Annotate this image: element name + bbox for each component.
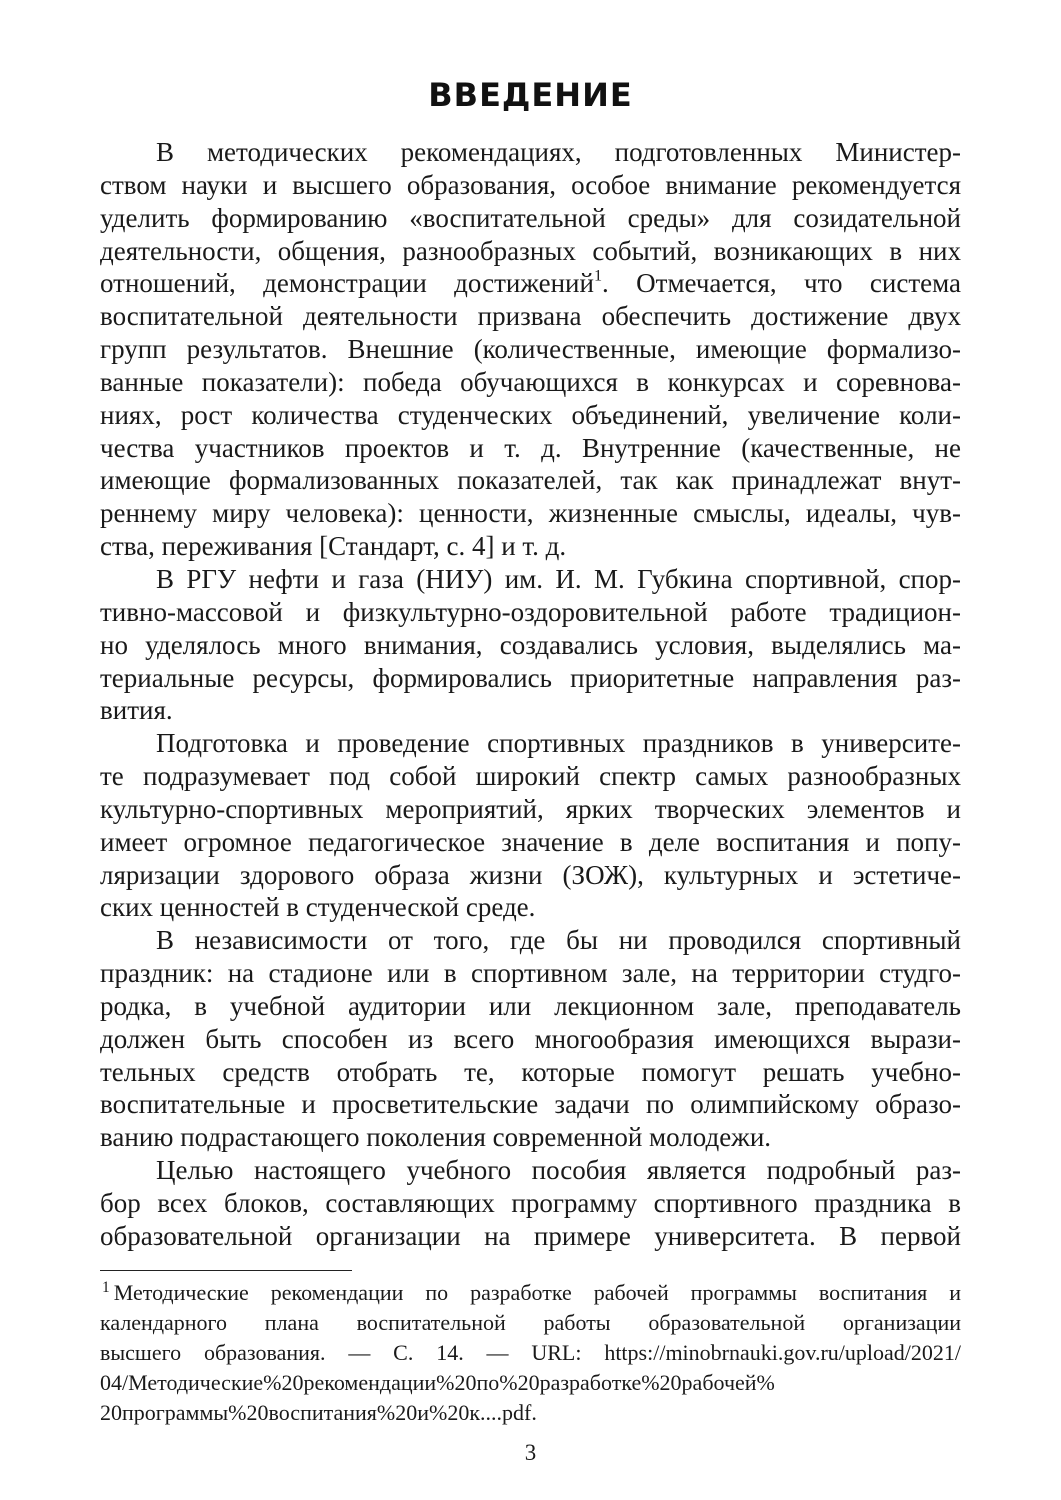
text-line: чества участников проектов и т. д. Внутренние (качественные, не	[100, 432, 961, 463]
text-line: ляризации здорового образа жизни (ЗОЖ), культурных и эстетиче-	[100, 859, 961, 890]
text-line: уделить формированию «воспитательной среды» для созидательной	[100, 202, 961, 233]
paragraph	[100, 136, 961, 563]
text-line: имеет огромное педагогическое значение в деле воспитания и попу-	[100, 826, 961, 857]
text-line: ванию подрастающего поколения современной молодежи.	[100, 1122, 772, 1153]
text-line: Подготовка и проведение спортивных праздников в университе-	[156, 728, 961, 759]
text-fragment: . Отмечается, что система	[602, 268, 961, 299]
footnote-line	[100, 1278, 961, 1308]
text-line: групп результатов. Внешние (количественные, имеющие формализо-	[100, 334, 961, 365]
text-line: воспитательные и просветительские задачи по олимпийскому образо-	[100, 1089, 961, 1120]
footnote-separator	[100, 1270, 352, 1271]
text-line: те подразумевает под собой широкий спектр самых разнообразных	[100, 761, 961, 792]
footnote-line: календарного плана воспитательной работы образовательной организации	[100, 1310, 961, 1335]
text-line: ванные показатели): победа обучающихся в конкурсах и соревнова-	[100, 366, 961, 397]
page-number: 3	[524, 1440, 537, 1465]
text-line: В независимости от того, где бы ни проводился спортивный	[156, 925, 961, 956]
footnote-reference: 1	[593, 267, 603, 286]
text-line: воспитательной деятельности призвана обеспечить достижение двух	[100, 301, 961, 332]
text-line: ских ценностей в студенческой среде.	[100, 892, 536, 923]
text-line: ниях, рост количества студенческих объединений, увеличение коли-	[100, 399, 961, 430]
paragraph	[100, 924, 961, 1154]
text-line-with-footnote	[100, 267, 961, 300]
text-line: В РГУ нефти и газа (НИУ) им. И. М. Губкина спортивной, спор-	[156, 563, 961, 594]
footnote-line: высшего образования. — С. 14. — URL: https://minobrnauki.gov.ru/upload/2021/	[100, 1340, 961, 1365]
text-line: образовательной организации на примере университета. В первой	[100, 1220, 961, 1251]
text-line: В методических рекомендациях, подготовленных Министер-	[156, 137, 961, 167]
text-line: тельных средств отобрать те, которые помогут решать учебно-	[100, 1056, 961, 1087]
text-fragment: отношений, демонстрации достижений	[100, 268, 594, 299]
footnote-number: 1	[102, 1278, 110, 1296]
text-line: праздник: на стадионе или в спортивном зале, на территории студго-	[100, 958, 961, 989]
footnote-line: 04/Методические%20рекомендации%20по%20разработке%20рабочей%	[100, 1370, 775, 1395]
body-text	[100, 136, 961, 1253]
text-line: териальные ресурсы, формировались приоритетные направления раз-	[100, 662, 961, 693]
text-line: но уделялось много внимания, создавались условия, выделялись ма-	[100, 629, 961, 660]
text-line: родка, в учебной аудитории или лекционном зале, преподаватель	[100, 990, 961, 1021]
text-line: имеющие формализованных показателей, так как принадлежат внут-	[100, 465, 961, 496]
text-line: должен быть способен из всего многообразия имеющихся вырази-	[100, 1023, 961, 1054]
text-line: тивно-массовой и физкультурно-оздоровительной работе традицион-	[100, 596, 961, 627]
paragraph	[100, 563, 961, 727]
text-line: бор всех блоков, составляющих программу спортивного праздника в	[100, 1188, 961, 1218]
text-line: Целью настоящего учебного пособия является подробный раз-	[156, 1155, 961, 1186]
text-line: ства, переживания [Стандарт, с. 4] и т. д.	[100, 531, 567, 562]
text-line: культурно-спортивных мероприятий, ярких творческих элементов и	[100, 793, 961, 824]
footnote-text: Методические рекомендации по разработке рабочей программы воспитания и	[113, 1280, 961, 1305]
paragraph	[100, 1154, 961, 1253]
text-line: реннему миру человека): ценности, жизненные смыслы, идеалы, чув-	[100, 498, 961, 529]
footnote-line: 20программы%20воспитания%20и%20к....pdf.	[100, 1400, 537, 1425]
text-line: деятельности, общения, разнообразных событий, возникающих в них	[100, 235, 961, 266]
paragraph	[100, 727, 961, 924]
footnote	[100, 1278, 961, 1428]
text-line: ством науки и высшего образования, особое внимание рекомендуется	[100, 169, 961, 200]
page-title: ВВЕДЕНИЕ	[428, 76, 633, 114]
text-line: вития.	[100, 695, 173, 726]
